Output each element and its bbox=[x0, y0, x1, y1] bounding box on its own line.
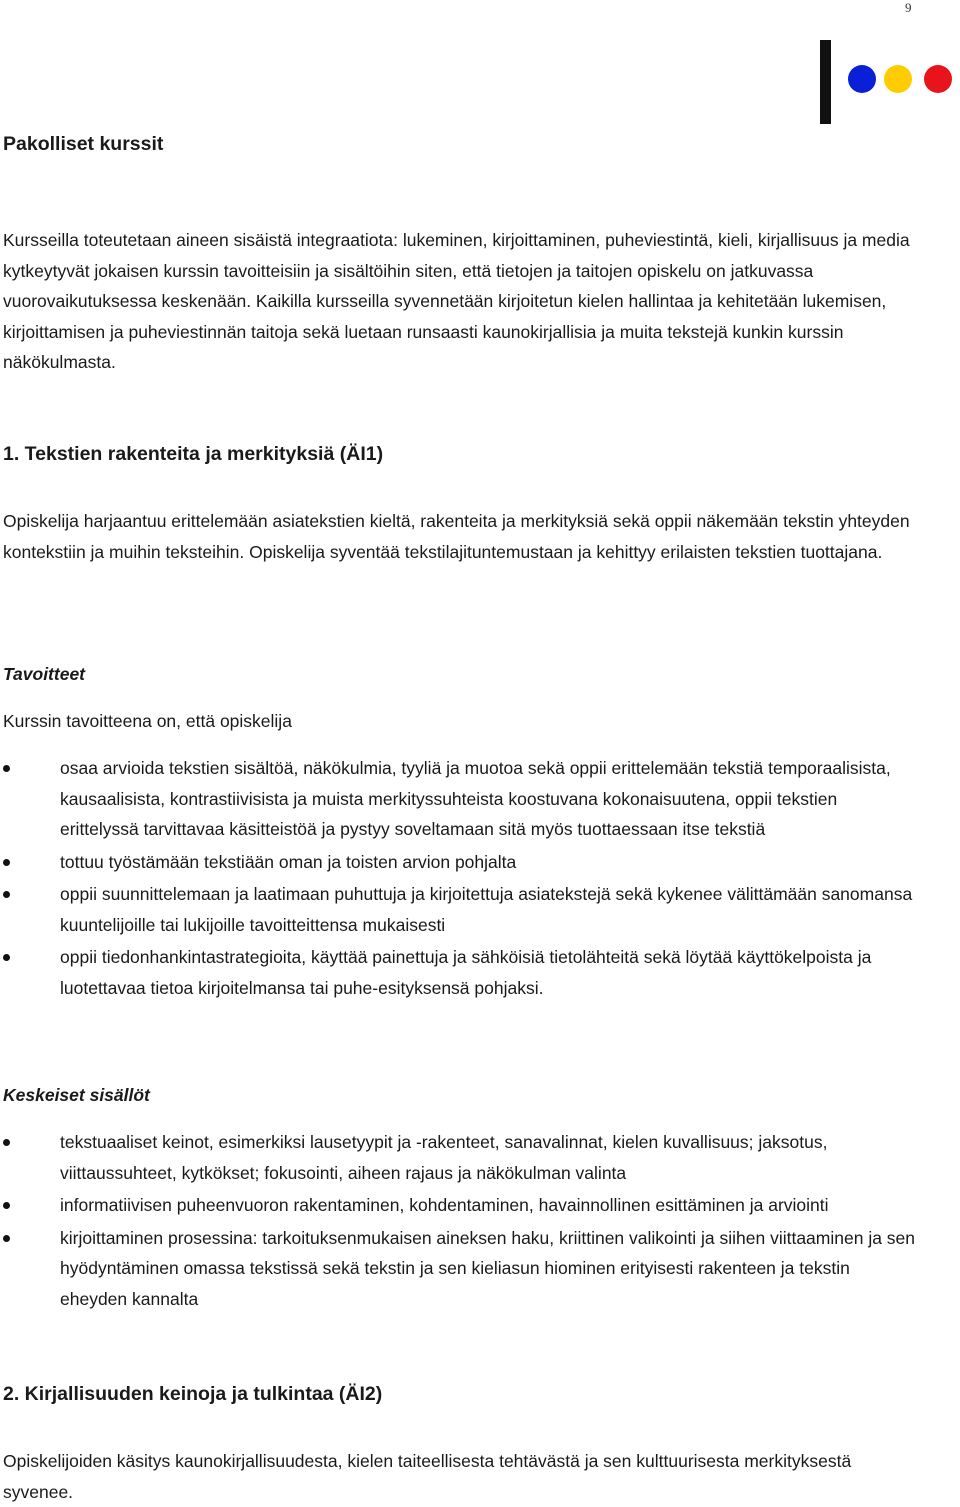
course1-heading: 1. Tekstien rakenteita ja merkityksiä (ÄI1) bbox=[3, 443, 384, 465]
list-item: informatiivisen puheenvuoron rakentaminen, kohdentaminen, havainnollinen esittäminen ja arviointi bbox=[3, 1190, 918, 1221]
contents-list bbox=[3, 1127, 918, 1316]
contents-heading: Keskeiset sisällöt bbox=[3, 1085, 150, 1105]
list-item: oppii tiedonhankintastrategioita, käyttää painettuja ja sähköisiä tietolähteitä sekä löytää käyttökelpoista ja luotettavaa tietoa kirjoitelmansa tai puhe-esityksensä pohjaksi. bbox=[3, 942, 918, 1003]
logo-dot-red bbox=[924, 65, 952, 93]
list-item: osaa arvioida tekstien sisältöä, näkökulmia, tyyliä ja muotoa sekä oppii erittelemään tekstiä temporaalisista, kausaalisista, kontrastiivisista ja muista merkityssuhteista koostuvana kokonaisuutena, oppii tekstien erittelyssä tarvittavaa käsitteistöä ja pystyy soveltamaan sitä myös tuottaessaan itse tekstiä bbox=[3, 753, 918, 845]
list-item: tottuu työstämään tekstiään oman ja toisten arvion pohjalta bbox=[3, 847, 918, 878]
course1-description: Opiskelija harjaantuu erittelemään asiatekstien kieltä, rakenteita ja merkityksiä sekä oppii näkemään tekstin yhteyden kontekstiin ja muihin teksteihin. Opiskelija syventää tekstilajituntemustaan ja kehittyy erilaisten tekstien tuottajana. bbox=[3, 511, 910, 562]
bullet-icon bbox=[3, 891, 10, 898]
goals-intro: Kurssin tavoitteena on, että opiskelija bbox=[3, 711, 292, 731]
bullet-icon bbox=[3, 954, 10, 961]
logo-dot-yellow bbox=[884, 65, 912, 93]
course2-description: Opiskelijoiden käsitys kaunokirjallisuudesta, kielen taiteellisesta tehtävästä ja sen kulttuurisesta merkityksestä syvenee. bbox=[3, 1451, 852, 1502]
logo-bar bbox=[820, 40, 831, 124]
logo bbox=[820, 40, 960, 124]
goals-list bbox=[3, 753, 918, 1005]
list-item: kirjoittaminen prosessina: tarkoituksenmukaisen aineksen haku, kriittinen valikointi ja siihen viittaaminen ja sen hyödyntäminen omassa tekstissä sekä tekstin ja sen kieliasun hiominen erityisesti rakenteen ja tekstin eheyden kannalta bbox=[3, 1223, 918, 1315]
list-item: tekstuaaliset keinot, esimerkiksi lausetyypit ja -rakenteet, sanavalinnat, kielen kuvallisuus; jaksotus, viittaussuhteet, kytkökset; fokusointi, aiheen rajaus ja näkökulman valinta bbox=[3, 1127, 918, 1188]
list-item: oppii suunnittelemaan ja laatimaan puhuttuja ja kirjoitettuja asiatekstejä sekä kykenee välittämään sanomansa kuuntelijoille tai lukijoille tavoitteittensa mukaisesti bbox=[3, 879, 918, 940]
logo-dot-blue bbox=[848, 65, 876, 93]
intro-paragraph: Kursseilla toteutetaan aineen sisäistä integraatiota: lukeminen, kirjoittaminen, puheviestintä, kieli, kirjallisuus ja media kytkeytyvät jokaisen kurssin tavoitteisiin ja sisältöihin siten, että tietojen ja taitojen opiskelu on jatkuvassa vuorovaikutuksessa keskenään. Kaikilla kursseilla syvennetään kirjoitetun kielen hallintaa ja kehitetään lukemisen, kirjoittamisen ja puheviestinnän taitoja sekä luetaan runsaasti kaunokirjallisia ja muita tekstejä kunkin kurssin näkökulmasta. bbox=[3, 230, 910, 372]
bullet-icon bbox=[3, 859, 10, 866]
page-title: Pakolliset kurssit bbox=[3, 133, 164, 155]
bullet-icon bbox=[3, 1139, 10, 1146]
bullet-icon bbox=[3, 1202, 10, 1209]
bullet-icon bbox=[3, 765, 10, 772]
goals-heading: Tavoitteet bbox=[3, 664, 86, 684]
course2-heading: 2. Kirjallisuuden keinoja ja tulkintaa (ÄI2) bbox=[3, 1383, 383, 1405]
bullet-icon bbox=[3, 1235, 10, 1242]
page-number: 9 bbox=[905, 0, 912, 15]
